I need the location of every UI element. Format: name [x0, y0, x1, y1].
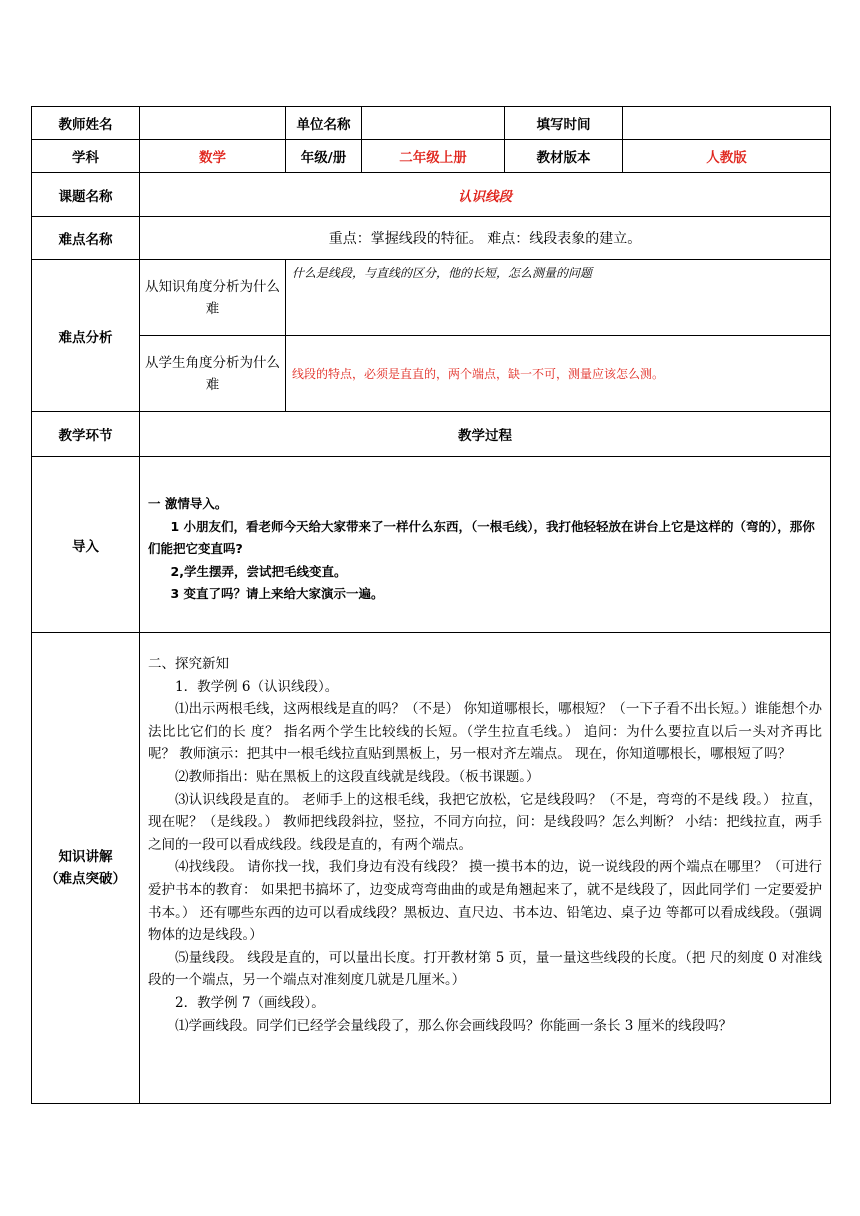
intro-label: 导入	[32, 457, 140, 633]
knowledge-label-line-2: （难点突破）	[45, 871, 126, 887]
lesson-plan-table	[31, 106, 831, 1104]
analysis-row-1	[32, 260, 831, 336]
intro-line: 一 激情导入。	[148, 496, 228, 511]
difficulty-value: 重点：掌握线段的特征。 难点：线段表象的建立。	[140, 217, 831, 260]
analysis-label: 难点分析	[32, 260, 140, 412]
knowledge-paragraph: ⑷找线段。 请你找一找，我们身边有没有线段？ 摸一摸书本的边，说一说线段的两个端点在哪里？（可进行爱护书本的教育： 如果把书搞坏了，边变成弯弯曲曲的或是角翘起来了，就不是线段了，因此同学们 一定要爱护书本。） 还有哪些东西的边可以看成线段？黑板边、直尺边、书本边、铅笔边、桌子边 等都可以看成线段。（强调物体的边是线段。）	[148, 859, 822, 944]
topic-value: 认识线段	[140, 173, 831, 217]
difficulty-label: 难点名称	[32, 217, 140, 260]
knowledge-paragraph: ⑸量线段。 线段是直的，可以量出长度。打开教材第 5 页，量一量这些线段的长度。（把 尺的刻度 0 对准线段的一个端点，另一个端点对准刻度几就是几厘米。）	[148, 949, 822, 989]
knowledge-label	[32, 633, 140, 1104]
knowledge-paragraph: ⑶认识线段是直的。 老师手上的这根毛线，我把它放松，它是线段吗？（不是，弯弯的不是线 段。） 拉直，现在呢？（是线段。） 教师把线段斜拉，竖拉，不同方向拉，问：是线段吗？怎么判断？ 小结：把线拉直，两手之间的一段可以看成线段。线段是直的，有两个端点。	[148, 791, 822, 853]
edition-value: 人教版	[623, 140, 831, 173]
subject-label: 学科	[32, 140, 140, 173]
process-header-row	[32, 412, 831, 457]
topic-label: 课题名称	[32, 173, 140, 217]
knowledge-paragraph: 1．教学例 6（认识线段）。	[175, 678, 339, 695]
intro-row	[32, 457, 831, 633]
intro-line: 2,学生摆弄，尝试把毛线变直。	[170, 563, 347, 579]
knowledge-angle-value: 什么是线段，与直线的区分，他的长短，怎么测量的问题	[286, 260, 831, 336]
knowledge-label-line-1: 知识讲解	[58, 849, 113, 865]
student-angle-label: 从学生角度分析为什么难	[140, 336, 286, 412]
intro-line: 3 变直了吗？请上来给大家演示一遍。	[170, 586, 384, 601]
difficulty-row	[32, 217, 831, 260]
unit-name-label: 单位名称	[286, 107, 362, 140]
knowledge-paragraph: ⑵教师指出：贴在黑板上的这段直线就是线段。（板书课题。）	[175, 768, 540, 785]
knowledge-paragraph: 二、探究新知	[148, 656, 229, 672]
grade-label: 年级/册	[286, 140, 362, 173]
knowledge-content	[140, 633, 831, 1104]
fill-time-field[interactable]	[623, 107, 831, 140]
knowledge-angle-label: 从知识角度分析为什么难	[140, 260, 286, 336]
grade-value: 二年级上册	[362, 140, 505, 173]
edition-label: 教材版本	[505, 140, 623, 173]
process-label: 教学过程	[140, 412, 831, 457]
header-row-1	[32, 107, 831, 140]
intro-line: 1 小朋友们，看老师今天给大家带来了一样什么东西，（一根毛线），我打他轻轻放在讲台上它是这样的（弯的），那你们能把它变直吗?	[148, 518, 815, 556]
teacher-name-label: 教师姓名	[32, 107, 140, 140]
header-row-2	[32, 140, 831, 173]
stage-label: 教学环节	[32, 412, 140, 457]
topic-row	[32, 173, 831, 217]
analysis-row-2	[32, 336, 831, 412]
fill-time-label: 填写时间	[505, 107, 623, 140]
knowledge-paragraph: ⑴学画线段。同学们已经学会量线段了，那么你会画线段吗？你能画一条长 3 厘米的线段吗？	[175, 1017, 733, 1034]
teacher-name-field[interactable]	[140, 107, 286, 140]
subject-value: 数学	[140, 140, 286, 173]
intro-content	[140, 457, 831, 633]
knowledge-paragraph: 2．教学例 7（画线段）。	[175, 994, 325, 1011]
knowledge-paragraph: ⑴出示两根毛线，这两根线是直的吗？（不是） 你知道哪根长，哪根短？（一下子看不出长短。）谁能想个办法比比它们的长 度？ 指名两个学生比较线的长短。（学生拉直毛线。） 追问：为什么要拉直以后一头对齐再比呢？ 教师演示：把其中一根毛线拉直贴到黑板上，另一根对齐左端点。 现在，你知道哪根长，哪根短了吗？	[148, 701, 822, 763]
knowledge-row	[32, 633, 831, 1104]
student-angle-value: 线段的特点，必须是直直的，两个端点，缺一不可，测量应该怎么测。	[286, 336, 831, 412]
unit-name-field[interactable]	[362, 107, 505, 140]
